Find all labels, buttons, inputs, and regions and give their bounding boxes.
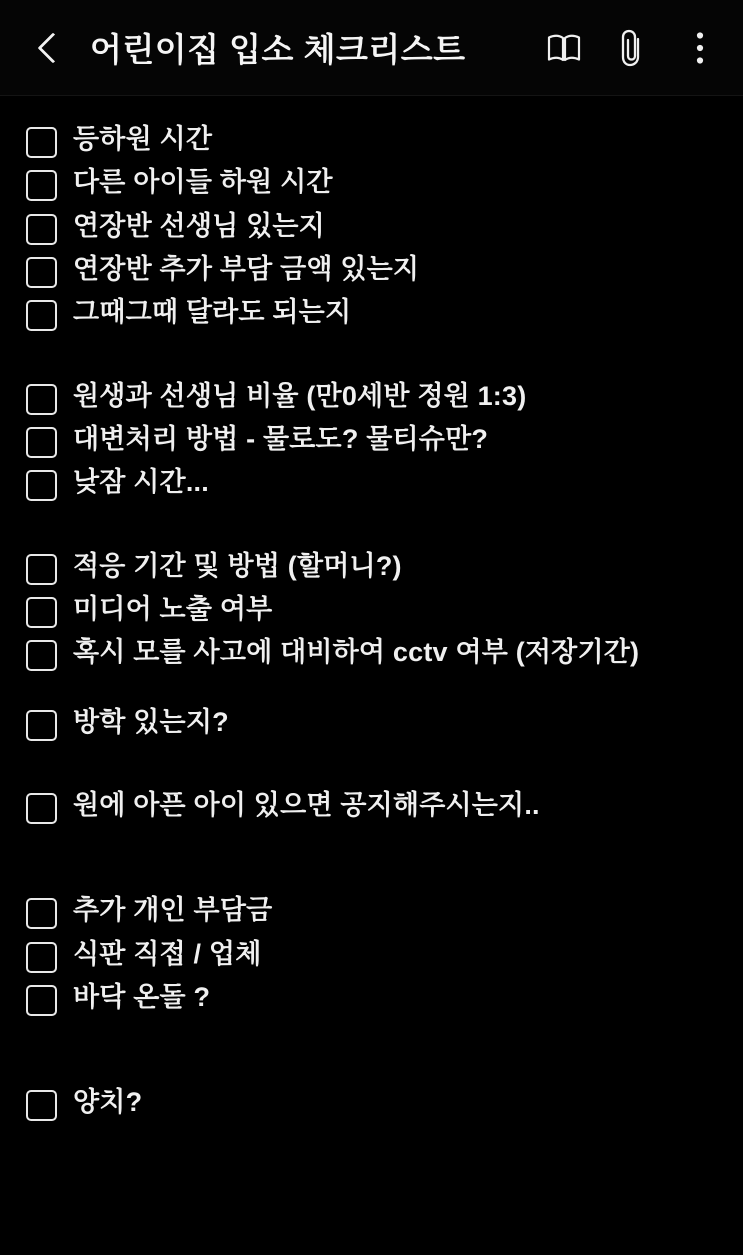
checkbox-icon[interactable] [26, 170, 57, 201]
chevron-left-icon[interactable] [34, 28, 68, 68]
checklist-item-label: 대변처리 방법 - 물로도? 물티슈만? [73, 423, 489, 454]
checkbox-icon[interactable] [26, 1090, 57, 1121]
checklist-item[interactable] [26, 377, 725, 415]
book-reading-mode-icon[interactable] [543, 25, 585, 71]
checkbox-icon[interactable] [26, 470, 57, 501]
checklist-item[interactable] [26, 293, 725, 331]
checklist-item-label: 방학 있는지? [73, 706, 229, 737]
checkbox-icon[interactable] [26, 597, 57, 628]
header-actions [543, 25, 721, 71]
checkbox-icon[interactable] [26, 710, 57, 741]
checklist-item-label: 추가 개인 부담금 [73, 895, 273, 926]
checklist-item-label: 등하원 시간 [73, 124, 213, 154]
checklist-item[interactable] [26, 1083, 725, 1121]
checkbox-icon[interactable] [26, 127, 57, 158]
checkbox-icon[interactable] [26, 942, 57, 973]
checklist-item-label: 혹시 모를 사고에 대비하여 cctv 여부 (저장기간) [73, 637, 640, 668]
checklist-item[interactable] [26, 163, 725, 201]
checkbox-icon[interactable] [26, 257, 57, 288]
checklist-item[interactable] [26, 786, 725, 824]
checkbox-icon[interactable] [26, 640, 57, 671]
checklist-body [0, 96, 743, 1255]
checklist-item[interactable] [26, 891, 725, 929]
checklist-item-label: 그때그때 달라도 되는지 [73, 297, 352, 328]
checklist-item[interactable] [26, 978, 725, 1016]
checklist-item-label: 원생과 선생님 비율 (만0세반 정원 1:3) [73, 380, 527, 411]
group-spacer [26, 677, 725, 703]
checklist-item[interactable] [26, 250, 725, 288]
attachment-icon[interactable] [611, 25, 653, 71]
checklist-item[interactable] [26, 547, 725, 585]
group-spacer [26, 746, 725, 786]
app-header [0, 0, 743, 96]
group-spacer [26, 829, 725, 891]
checklist-item-label: 적응 기간 및 방법 (할머니?) [73, 550, 402, 581]
checkbox-icon[interactable] [26, 554, 57, 585]
group-spacer [26, 507, 725, 547]
checkbox-icon[interactable] [26, 793, 57, 824]
checkbox-icon[interactable] [26, 300, 57, 331]
group-spacer [26, 337, 725, 377]
checklist-item[interactable] [26, 420, 725, 458]
checklist-item-label: 연장반 선생님 있는지 [73, 210, 325, 241]
checklist-item[interactable] [26, 207, 725, 245]
checklist-item[interactable] [26, 590, 725, 628]
checklist-item-label: 바닥 온돌 ? [73, 981, 211, 1012]
checklist-item-label: 원에 아픈 아이 있으면 공지해주시는지.. [73, 789, 540, 820]
group-spacer [26, 1021, 725, 1083]
checklist-item[interactable] [26, 633, 725, 671]
checklist-item[interactable] [26, 120, 725, 158]
checklist-item[interactable] [26, 935, 725, 973]
checklist-item-label: 연장반 추가 부담 금액 있는지 [73, 253, 420, 284]
checkbox-icon[interactable] [26, 985, 57, 1016]
more-options-icon[interactable] [679, 25, 721, 71]
checklist-item-label: 미디어 노출 여부 [73, 593, 273, 624]
checklist-item-label: 양치? [73, 1087, 143, 1118]
checklist-item-label: 다른 아이들 하원 시간 [73, 167, 333, 198]
checklist-item[interactable] [26, 463, 725, 501]
checkbox-icon[interactable] [26, 214, 57, 245]
checklist-item[interactable] [26, 703, 725, 741]
checkbox-icon[interactable] [26, 898, 57, 929]
checkbox-icon[interactable] [26, 384, 57, 415]
checklist-item-label: 식판 직접 / 업체 [73, 938, 262, 969]
checkbox-icon[interactable] [26, 427, 57, 458]
page-title: 어린이집 입소 체크리스트 [90, 31, 466, 68]
checklist-item-label: 낮잠 시간... [73, 467, 209, 498]
